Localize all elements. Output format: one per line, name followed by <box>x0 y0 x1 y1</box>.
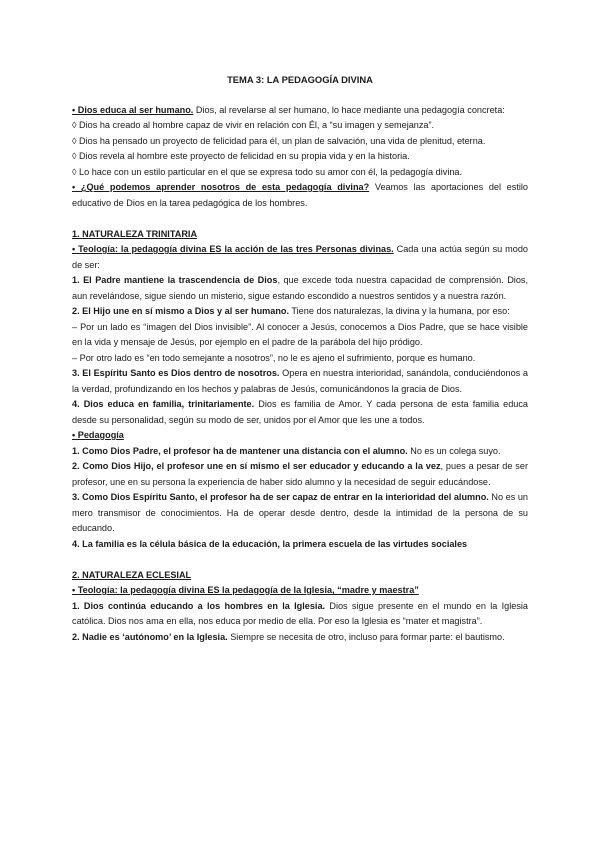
intro-bullet: ◊ Dios ha creado al hombre capaz de vivir en relación con Él, a “su imagen y semejanza”. <box>72 120 435 130</box>
item-text: , que excede toda nuestra capacidad de comprensión. Dios, aun revelándose, sigue siendo un misterio, sigue estando escondido a nuestros sentidos y a nuestra razón. <box>72 275 528 301</box>
section1-item-1 <box>72 273 528 304</box>
item-bold: 1. Dios continúa educando a los hombres en la Iglesia. <box>72 600 326 611</box>
section1-item-4 <box>72 397 528 428</box>
item-bold: 1. El Padre mantiene la trascendencia de Dios <box>72 275 278 285</box>
item-bold: 2. Como Dios Hijo, el profesor une en sí mismo el ser educador y educando a la vez <box>72 461 441 471</box>
item-bold: 1. Como Dios Padre, el profesor ha de mantener una distancia con el alumno. <box>72 445 408 456</box>
pedagogy-item-2 <box>72 459 528 490</box>
document-page <box>72 72 528 645</box>
item-text: Tiene dos naturalezas, la divina y la humana, por eso: <box>289 306 510 316</box>
section1-item-3 <box>72 366 528 397</box>
intro-text-1: Dios, al revelarse al ser humano, lo hace mediante una pedagogía concreta: <box>193 104 505 115</box>
section2-item-2 <box>72 630 528 646</box>
item-bold: 2. El Hijo une en sí mismo a Dios y al ser humano. <box>72 306 290 316</box>
intro-bullet: ◊ Dios revela al hombre este proyecto de felicidad en su propia vida y en la historia. <box>72 151 410 161</box>
section1-theology <box>72 242 528 273</box>
item-text: No es un colega suyo. <box>407 445 501 456</box>
intro-bullet: ◊ Dios ha pensado un proyecto de felicidad para él, un plan de salvación, una vida de plenitud, eterna. <box>72 135 486 146</box>
item-text: Siempre se necesita de otro, incluso para formar parte: el bautismo. <box>227 631 505 642</box>
section-heading-1: 1. NATURALEZA TRINITARIA <box>72 228 198 239</box>
page-title: TEMA 3: LA PEDAGOGÍA DIVINA <box>227 74 373 85</box>
item-text: , pues a pesar de ser profesor, une en su persona la experiencia de haber sido alumno y la necesidad de seguir educándose. <box>72 461 528 487</box>
pedagogy-label: • Pedagogía <box>72 430 124 440</box>
item-bold: 3. Como Dios Espíritu Santo, el profesor ha de ser capaz de entrar en la interioridad del alumno. <box>72 492 489 502</box>
section1-item-2-sub-1: – Por un lado es “imagen del Dios invisible”. Al conocer a Jesús, conocemos a Dios Padre, que se hace visible en la vida y mensaje de Jesús, por ejemplo en el padre de la parábola del hijo pródigo. <box>72 321 528 347</box>
section1-theology-label: • Teología: la pedagogía divina ES la acción de las tres Personas divinas. <box>72 244 394 254</box>
item-bold: 3. El Espíritu Santo es Dios dentro de nosotros. <box>72 368 280 378</box>
section-heading-2: 2. NATURALEZA ECLESIAL <box>72 569 192 580</box>
intro-text-2: Veamos las aportaciones del estilo educativo de Dios en la tarea pedagógica de los hombres. <box>72 182 528 208</box>
item-bold: 2. Nadie es ‘autónomo’ en la Iglesia. <box>72 631 228 642</box>
intro-paragraph-2 <box>72 180 528 211</box>
section2-item-1 <box>72 599 528 630</box>
item-text: No es un mero transmisor de conocimientos. Ha de operar desde dentro, desde la intimidad de la persona de su educando. <box>72 492 528 533</box>
pedagogy-item-4: 4. La familia es la célula básica de la educación, la primera escuela de las virtudes sociales <box>72 538 468 549</box>
section1-item-2-sub-2: – Por otro lado es “en todo semejante a nosotros”, no le es ajeno el sufrimiento, porque es humano. <box>72 352 476 363</box>
pedagogy-item-3 <box>72 490 528 537</box>
pedagogy-item-1 <box>72 444 528 460</box>
intro-label-1: • Dios educa al ser humano. <box>72 104 194 115</box>
item-text: Dios sigue presente en el mundo en la Iglesia católica. Dios nos ama en ella, nos educa por medio de ella. Por eso la Iglesia es “mater et magistra”. <box>72 600 528 626</box>
item-text: Opera en nuestra interioridad, sanándola, conduciéndonos a la verdad, profundizando en los hechos y palabras de Jesús, comunicándonos la gracia de Dios. <box>72 368 528 394</box>
intro-label-2: • ¿Qué podemos aprender nosotros de esta pedagogía divina? <box>72 182 370 192</box>
section1-theology-text: Cada una actúa según su modo de ser: <box>72 244 528 270</box>
intro-paragraph-1 <box>72 103 528 119</box>
item-bold: 4. Dios educa en familia, trinitariamente. <box>72 399 255 409</box>
section1-item-2 <box>72 304 528 320</box>
section2-theology: • Teología: la pedagogía divina ES la pedagogía de la Iglesia, “madre y maestra” <box>72 585 419 595</box>
item-text: Dios es familia de Amor. Y cada persona de esta familia educa desde su personalidad, según su modo de ser, unidos por el Amor que les une a todos. <box>72 399 528 425</box>
intro-bullet: ◊ Lo hace con un estilo particular en el que se expresa todo su amor con él, la pedagogía divina. <box>72 166 463 177</box>
